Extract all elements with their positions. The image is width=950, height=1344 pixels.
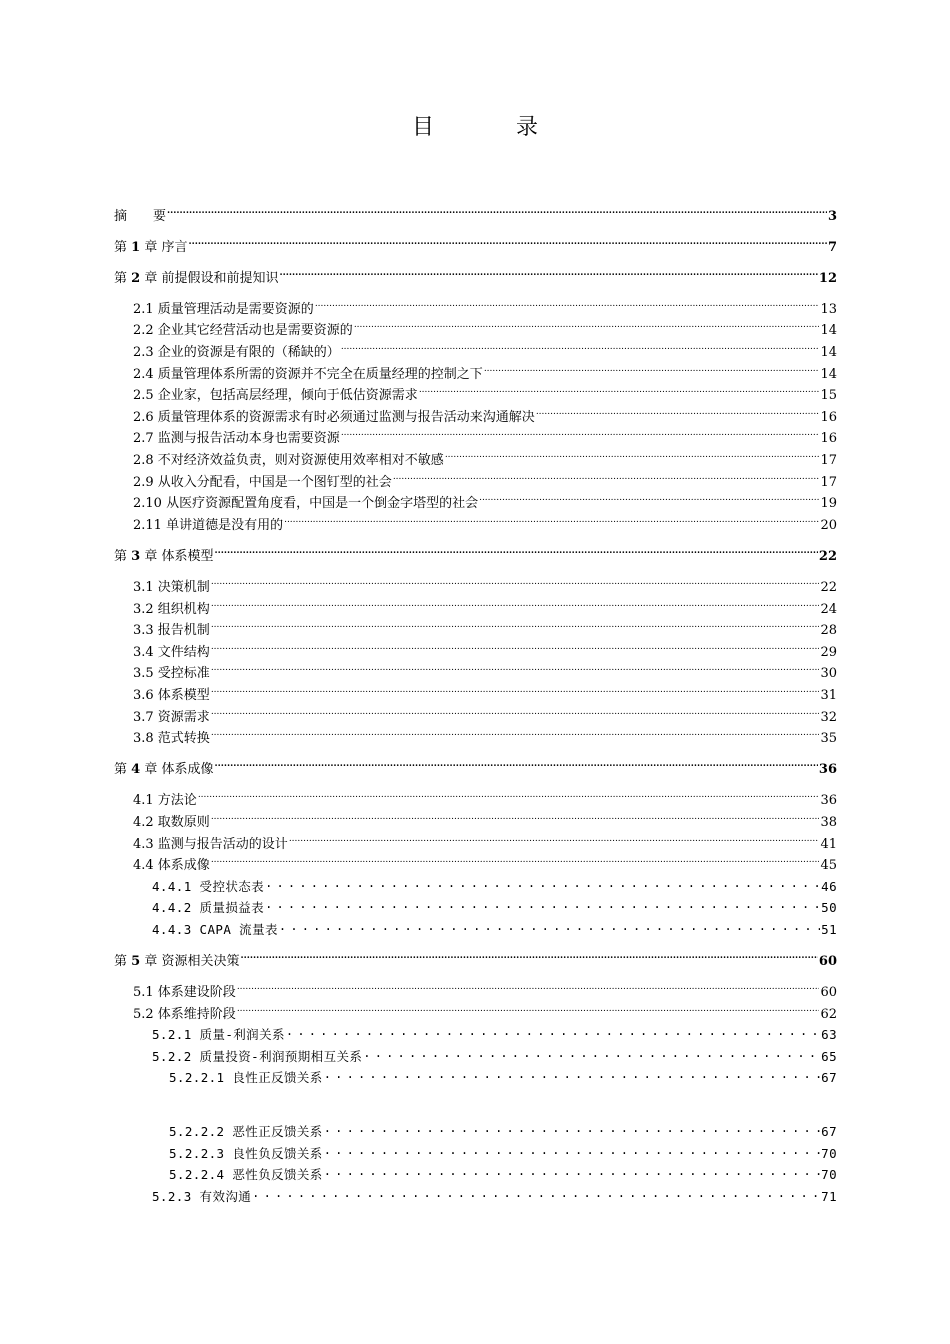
dot-leader bbox=[484, 356, 820, 378]
toc-entry-title: 3.3 报告机制 bbox=[133, 623, 210, 639]
toc-spacer bbox=[114, 742, 837, 752]
page-number: 36 bbox=[820, 793, 837, 809]
toc-entry-link[interactable] bbox=[114, 569, 837, 595]
dot-leader bbox=[211, 804, 820, 826]
table-of-contents bbox=[114, 198, 837, 1204]
toc-entry-title: 5.2.2.1 良性正反馈关系 bbox=[169, 1070, 323, 1086]
toc-chapter-link[interactable] bbox=[114, 198, 837, 224]
page-number: 45 bbox=[820, 858, 837, 874]
toc-entry-title: 4.3 监测与报告活动的设计 bbox=[133, 836, 288, 852]
toc-spacer bbox=[114, 773, 837, 783]
chapter-title: 章 体系模型 bbox=[140, 548, 214, 564]
dot-leader bbox=[536, 399, 820, 421]
dot-leader bbox=[479, 486, 819, 508]
page-number: 67 bbox=[821, 1070, 837, 1086]
page-number: 17 bbox=[820, 474, 837, 490]
page-number: 28 bbox=[820, 623, 837, 639]
dot-leader bbox=[363, 1039, 820, 1061]
page-number: 70 bbox=[821, 1145, 837, 1161]
chapter-prefix: 第 bbox=[114, 239, 132, 255]
toc-entry-title: 4.2 取数原则 bbox=[133, 814, 210, 830]
toc-entry-title: 5.2.3 有效沟通 bbox=[152, 1188, 252, 1204]
toc-entry-title bbox=[114, 268, 279, 290]
chapter-title: 章 序言 bbox=[140, 239, 188, 255]
toc-entry-title: 2.3 企业的资源是有限的（稀缺的） bbox=[133, 345, 340, 361]
dot-leader bbox=[211, 848, 820, 870]
dot-leader bbox=[198, 783, 820, 805]
toc-entry-link[interactable] bbox=[114, 291, 837, 317]
page-number: 38 bbox=[820, 814, 837, 830]
dot-leader bbox=[211, 591, 820, 613]
toc-entry-title: 2.1 质量管理活动是需要资源的 bbox=[133, 301, 314, 317]
dot-leader bbox=[279, 912, 820, 934]
toc-entry-title: 4.4.2 质量损益表 bbox=[152, 900, 265, 916]
page-number: 60 bbox=[820, 985, 837, 1001]
toc-chapter-link[interactable] bbox=[114, 943, 837, 969]
toc-entry-link[interactable] bbox=[114, 869, 837, 894]
toc-entry-link[interactable] bbox=[114, 677, 837, 703]
toc-entry-title bbox=[114, 951, 240, 973]
dot-leader bbox=[237, 975, 820, 997]
toc-entry-link[interactable] bbox=[114, 721, 837, 747]
toc-spacer bbox=[114, 251, 837, 261]
toc-entry-title bbox=[114, 546, 214, 568]
toc-entry-title: 3.8 范式转换 bbox=[133, 731, 210, 747]
toc-entry-title: 2.9 从收入分配看，中国是一个图钉型的社会 bbox=[133, 474, 392, 490]
dot-leader bbox=[188, 229, 827, 251]
toc-spacer bbox=[114, 220, 837, 230]
dot-leader bbox=[354, 313, 820, 335]
chapter-title: 章 体系成像 bbox=[140, 762, 214, 778]
page-number: 22 bbox=[820, 580, 837, 595]
dot-leader bbox=[445, 442, 820, 464]
toc-entry-title: 3.2 组织机构 bbox=[133, 601, 210, 617]
toc-entry-link[interactable] bbox=[114, 634, 837, 660]
toc-entry-link[interactable] bbox=[114, 591, 837, 617]
chapter-prefix: 第 bbox=[114, 954, 132, 969]
page-number: 71 bbox=[821, 1188, 837, 1204]
page-number: 14 bbox=[820, 345, 837, 361]
dot-leader bbox=[341, 421, 820, 443]
dot-leader bbox=[211, 677, 820, 699]
chapter-prefix: 第 bbox=[114, 762, 132, 778]
dot-leader bbox=[315, 291, 820, 313]
page-number: 67 bbox=[821, 1124, 837, 1140]
toc-entry-link[interactable] bbox=[114, 613, 837, 639]
toc-entry-link[interactable] bbox=[114, 1114, 837, 1140]
toc-entry-title: 2.4 质量管理体系所需的资源并不完全在质量经理的控制之下 bbox=[133, 366, 483, 382]
chapter-number: 2 bbox=[131, 270, 141, 286]
toc-entry-title: 5.1 体系建设阶段 bbox=[133, 985, 236, 1001]
page-number: 60 bbox=[818, 954, 837, 969]
toc-entry-title: 5.2.2.3 良性负反馈关系 bbox=[169, 1145, 323, 1161]
toc-entry-title: 5.2.2.2 恶性正反馈关系 bbox=[169, 1124, 323, 1140]
dot-leader bbox=[237, 996, 820, 1018]
dot-leader bbox=[341, 334, 820, 356]
toc-chapter-link[interactable] bbox=[114, 260, 837, 286]
page-number: 36 bbox=[818, 762, 837, 778]
dot-leader bbox=[419, 378, 820, 400]
chapter-title: 章 资源相关决策 bbox=[140, 954, 240, 969]
toc-entry-title: 4.4.1 受控状态表 bbox=[152, 878, 265, 894]
toc-entry-title: 4.4 体系成像 bbox=[133, 858, 210, 874]
dot-leader bbox=[265, 891, 820, 913]
dot-leader bbox=[279, 260, 817, 282]
chapter-title: 章 前提假设和前提知识 bbox=[140, 270, 279, 286]
dot-leader bbox=[214, 538, 817, 560]
page-number: 13 bbox=[820, 301, 837, 317]
dot-leader bbox=[324, 1114, 820, 1136]
page-number: 65 bbox=[821, 1048, 837, 1064]
dot-leader bbox=[284, 507, 819, 529]
page-number: 19 bbox=[820, 496, 837, 512]
toc-entry-title: 3.5 受控标准 bbox=[133, 666, 210, 682]
chapter-number: 5 bbox=[131, 954, 141, 969]
dot-leader bbox=[211, 613, 820, 635]
page-title: 目 录 bbox=[411, 115, 568, 140]
toc-entry-title bbox=[114, 759, 214, 781]
toc-entry-title: 5.2.2.4 恶性负反馈关系 bbox=[169, 1167, 323, 1183]
toc-entry-link[interactable] bbox=[114, 783, 837, 809]
dot-leader bbox=[286, 1018, 820, 1040]
toc-chapter-link[interactable] bbox=[114, 229, 837, 255]
dot-leader bbox=[265, 869, 820, 891]
toc-entry-title: 摘 要 bbox=[114, 208, 167, 224]
page-number: 22 bbox=[818, 548, 837, 564]
toc-entry-link[interactable] bbox=[114, 656, 837, 682]
toc-chapter-link[interactable] bbox=[114, 752, 837, 778]
toc-entry-title: 2.10 从医疗资源配置角度看，中国是一个倒金字塔型的社会 bbox=[133, 496, 479, 512]
dot-leader bbox=[289, 826, 820, 848]
toc-entry-title: 2.8 不对经济效益负责，则对资源使用效率相对不敏感 bbox=[133, 453, 444, 469]
page-number: 20 bbox=[820, 517, 837, 533]
dot-leader bbox=[211, 699, 820, 721]
page-number: 14 bbox=[820, 366, 837, 382]
chapter-number: 3 bbox=[131, 548, 141, 564]
dot-leader bbox=[214, 752, 817, 774]
toc-entry-title: 4.1 方法论 bbox=[133, 793, 197, 809]
dot-leader bbox=[240, 943, 817, 965]
page-number: 32 bbox=[820, 709, 837, 725]
toc-entry-title: 3.7 资源需求 bbox=[133, 709, 210, 725]
toc-entry-title: 2.5 企业家，包括高层经理，倾向于低估资源需求 bbox=[133, 388, 418, 404]
toc-entry-title: 5.2 体系维持阶段 bbox=[133, 1006, 236, 1022]
toc-entry-title bbox=[114, 237, 188, 259]
toc-entry-link[interactable] bbox=[114, 826, 837, 852]
page-number: 16 bbox=[820, 409, 837, 425]
page-number: 30 bbox=[820, 666, 837, 682]
toc-entry-title: 3.4 文件结构 bbox=[133, 644, 210, 660]
toc-entry-title: 5.2.1 质量-利润关系 bbox=[152, 1027, 285, 1043]
chapter-number: 1 bbox=[131, 239, 141, 255]
dot-leader bbox=[211, 569, 820, 591]
page-number: 24 bbox=[820, 601, 837, 617]
page-number: 50 bbox=[821, 900, 837, 916]
toc-entry-link[interactable] bbox=[114, 975, 837, 1001]
dot-leader bbox=[211, 634, 820, 656]
toc-entry-title: 2.11 单讲道德是没有用的 bbox=[133, 517, 284, 533]
dot-leader bbox=[324, 1061, 820, 1083]
toc-entry-title: 2.2 企业其它经营活动也是需要资源的 bbox=[133, 323, 353, 339]
dot-leader bbox=[167, 198, 827, 220]
page-number: 51 bbox=[821, 921, 837, 937]
toc-entry-title: 4.4.3 CAPA 流量表 bbox=[152, 921, 278, 937]
toc-entry-link[interactable] bbox=[114, 699, 837, 725]
page-number: 62 bbox=[820, 1006, 837, 1022]
page-number: 35 bbox=[820, 731, 837, 747]
page-number: 29 bbox=[820, 644, 837, 660]
toc-entry-title: 3.1 决策机制 bbox=[133, 580, 210, 595]
chapter-prefix: 第 bbox=[114, 548, 132, 564]
page-number: 17 bbox=[820, 453, 837, 469]
dot-leader bbox=[324, 1136, 820, 1158]
page-number: 7 bbox=[827, 239, 837, 255]
page-number: 12 bbox=[818, 270, 837, 286]
page-number: 3 bbox=[827, 208, 837, 224]
page-number: 14 bbox=[820, 323, 837, 339]
chapter-number: 4 bbox=[131, 762, 141, 778]
dot-leader bbox=[252, 1179, 820, 1201]
chapter-prefix: 第 bbox=[114, 270, 132, 286]
page-number: 70 bbox=[821, 1167, 837, 1183]
toc-entry-title: 2.7 监测与报告活动本身也需要资源 bbox=[133, 431, 340, 447]
page-number: 31 bbox=[820, 687, 837, 703]
toc-entry-link[interactable] bbox=[114, 848, 837, 874]
dot-leader bbox=[324, 1158, 820, 1180]
page-number: 63 bbox=[821, 1027, 837, 1043]
dot-leader bbox=[211, 656, 820, 678]
page-number: 46 bbox=[821, 878, 837, 894]
page-number: 16 bbox=[820, 431, 837, 447]
toc-entry-title: 5.2.2 质量投资-利润预期相互关系 bbox=[152, 1048, 363, 1064]
toc-entry-link[interactable] bbox=[114, 804, 837, 830]
dot-leader bbox=[211, 721, 820, 743]
toc-entry-title: 3.6 体系模型 bbox=[133, 687, 210, 703]
toc-chapter-link[interactable] bbox=[114, 538, 837, 564]
toc-entry-title: 2.6 质量管理体系的资源需求有时必须通过监测与报告活动来沟通解决 bbox=[133, 409, 535, 425]
page-number: 15 bbox=[820, 388, 837, 404]
page-number: 41 bbox=[820, 836, 837, 852]
toc-spacer bbox=[114, 560, 837, 570]
dot-leader bbox=[393, 464, 820, 486]
